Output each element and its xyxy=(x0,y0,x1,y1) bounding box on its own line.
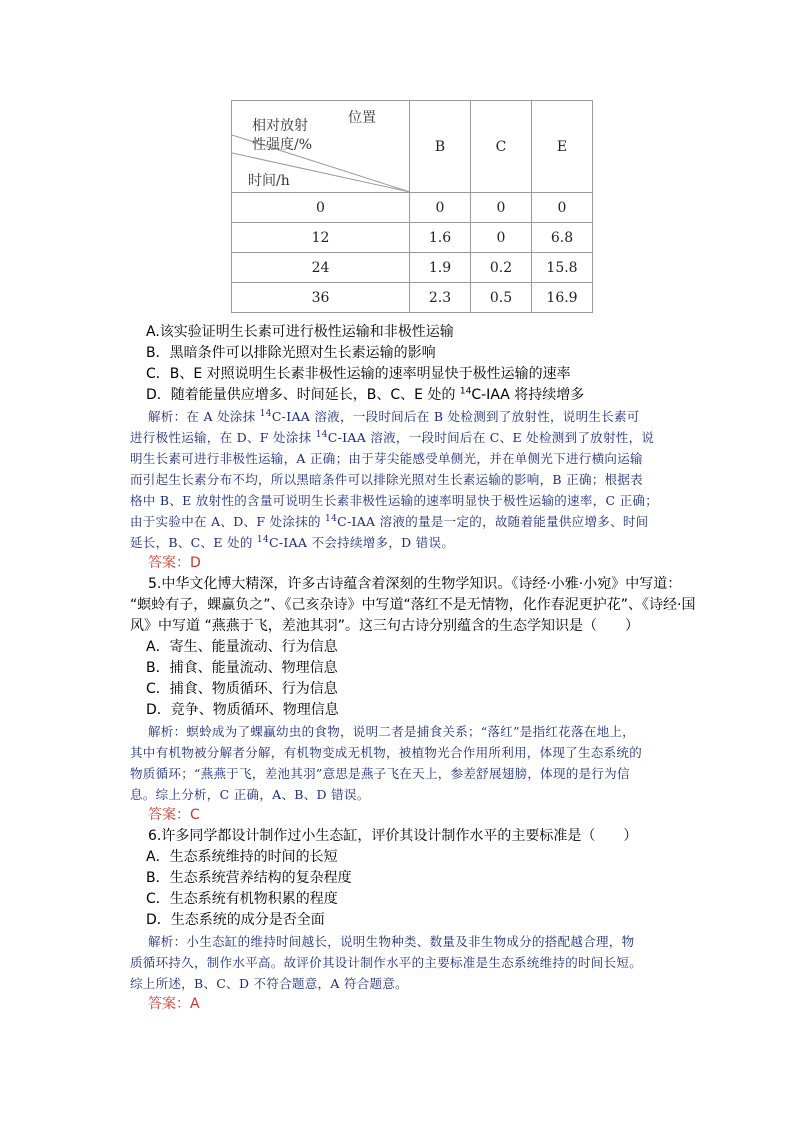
q6-option: B．生态系统营养结构的复杂程度 xyxy=(146,870,352,886)
column-header-e: E xyxy=(532,101,593,193)
table-row xyxy=(232,193,593,223)
q6-answer: 答案：A xyxy=(148,996,200,1012)
q6-option: C．生态系统有机物积累的程度 xyxy=(146,891,338,907)
table-cell: 15.8 xyxy=(532,253,593,283)
q6-option: D．生态系统的成分是否全面 xyxy=(146,912,325,928)
q5-stem-line: “螟蛉有子，蜾蠃负之”、《己亥杂诗》中写道“落红不是无情物，化作春泥更护花”、《诗经·国 xyxy=(130,597,696,613)
q5-explanation-line: 解析：螟蛉成为了蜾蠃幼虫的食物，说明二者是捕食关系；“落红”是指红花落在地上， xyxy=(148,724,635,739)
table-cell: 24 xyxy=(232,253,410,283)
q4-option-b: B．黑暗条件可以排除光照对生长素运输的影响 xyxy=(146,345,436,361)
q6-explanation-line: 解析：小生态缸的维持时间越长，说明生物种类、数量及非生物成分的搭配越合理，物 xyxy=(148,934,635,949)
q5-explanation-line: 其中有机物被分解者分解，有机物变成无机物，被植物光合作用所利用，体现了生态系统的 xyxy=(130,745,643,760)
q4-option-c: C．B、E 对照说明生长素非极性运输的速率明显快于极性运输的速率 xyxy=(146,366,571,382)
q4-explanation-line: 而引起生长素分布不均，所以黑暗条件可以排除光照对生长素运输的影响，B 正确；根据表 xyxy=(130,472,643,487)
q4-explanation-line: 进行极性运输，在 D、F 处涂抹 $^{14}$C-IAA 溶液，一段时间后在 C、E 处检测到了放射性，说 xyxy=(130,429,655,445)
q4-answer: 答案：D xyxy=(148,555,201,571)
table-cell: 1.6 xyxy=(410,223,471,253)
table-row xyxy=(232,253,593,283)
q6-explanation-line: 综上所述，B、C、D 不符合题意，A 符合题意。 xyxy=(130,976,408,991)
q5-option: D．竞争、物质循环、物理信息 xyxy=(146,702,339,718)
corner-label-intensity-1: 相对放射 xyxy=(252,118,308,134)
q5-option: A．寄生、能量流动、行为信息 xyxy=(146,639,338,655)
table-cell: 16.9 xyxy=(532,283,593,313)
table-cell: 6.8 xyxy=(532,223,593,253)
q5-explanation-line: 息。综上分析，C 正确，A、B、D 错误。 xyxy=(130,787,370,802)
table-cell: 0 xyxy=(471,223,532,253)
column-header-b: B xyxy=(410,101,471,193)
table-cell: 0 xyxy=(471,193,532,223)
table-cell: 0 xyxy=(532,193,593,223)
table-row xyxy=(232,283,593,313)
q4-option-a: A.该实验证明生长素可进行极性运输和非极性运输 xyxy=(146,324,454,340)
q4-explanation-line: 格中 B、E 放射性的含量可说明生长素非极性运输的速率明显快于极性运输的速率，C 正确； xyxy=(130,493,658,508)
table-corner-header xyxy=(232,101,410,193)
table-cell: 0 xyxy=(232,193,410,223)
table-cell: 0.5 xyxy=(471,283,532,313)
q6-explanation-line: 质循环持久，制作水平高。故评价其设计制作水平的主要标准是生态系统维持的时间长短。 xyxy=(130,955,643,970)
q4-explanation-line: 解析：在 A 处涂抹 $^{14}$C-IAA 溶液，一段时间后在 B 处检测到了放射性，说明生长素可 xyxy=(148,408,640,424)
q4-option-d: D．随着能量供应增多、时间延长，B、C、E 处的 $^{14}$C-IAA 将持续增多 xyxy=(146,386,585,403)
table-cell: 1.9 xyxy=(410,253,471,283)
q5-stem-line: 5.中华文化博大精深，许多古诗蕴含着深刻的生物学知识。《诗经·小雅·小宛》中写道： xyxy=(148,576,682,592)
q5-option: C．捕食、物质循环、行为信息 xyxy=(146,681,338,697)
question-text xyxy=(130,322,706,1015)
q5-answer: 答案：C xyxy=(148,807,200,823)
radioactivity-table xyxy=(231,100,593,313)
corner-label-position: 位置 xyxy=(348,110,376,126)
q6-option: A．生态系统维持的时间的长短 xyxy=(146,849,338,865)
q6-stem: 6.许多同学都设计制作过小生态缸，评价其设计制作水平的主要标准是（ ） xyxy=(148,828,638,844)
table-row xyxy=(232,223,593,253)
column-header-c: C xyxy=(471,101,532,193)
corner-label-intensity-2: 性强度/% xyxy=(252,137,313,153)
table-cell: 0.2 xyxy=(471,253,532,283)
q4-explanation-line: 延长，B、C、E 处的 $^{14}$C-IAA 不会持续增多，D 错误。 xyxy=(130,534,455,550)
table-cell: 0 xyxy=(410,193,471,223)
q5-option: B．捕食、能量流动、物理信息 xyxy=(146,660,338,676)
q5-stem-line: 风》中写道 “燕燕于飞，差池其羽”。这三句古诗分别蕴含的生态学知识是（ ） xyxy=(130,618,639,634)
corner-label-time: 时间/h xyxy=(248,173,290,189)
q5-explanation-line: 物质循环；“燕燕于飞，差池其羽”意思是燕子飞在天上，参差舒展翅膀，体现的是行为信 xyxy=(130,766,630,781)
q4-explanation-line: 由于实验中在 A、D、F 处涂抹的 $^{14}$C-IAA 溶液的量是一定的，故随着能量供应增多、时间 xyxy=(130,513,649,529)
table-cell: 12 xyxy=(232,223,410,253)
table-cell: 36 xyxy=(232,283,410,313)
q4-explanation-line: 明生长素可进行非极性运输，A 正确；由于芽尖能感受单侧光，并在单侧光下进行横向运输 xyxy=(130,451,643,466)
table-cell: 2.3 xyxy=(410,283,471,313)
